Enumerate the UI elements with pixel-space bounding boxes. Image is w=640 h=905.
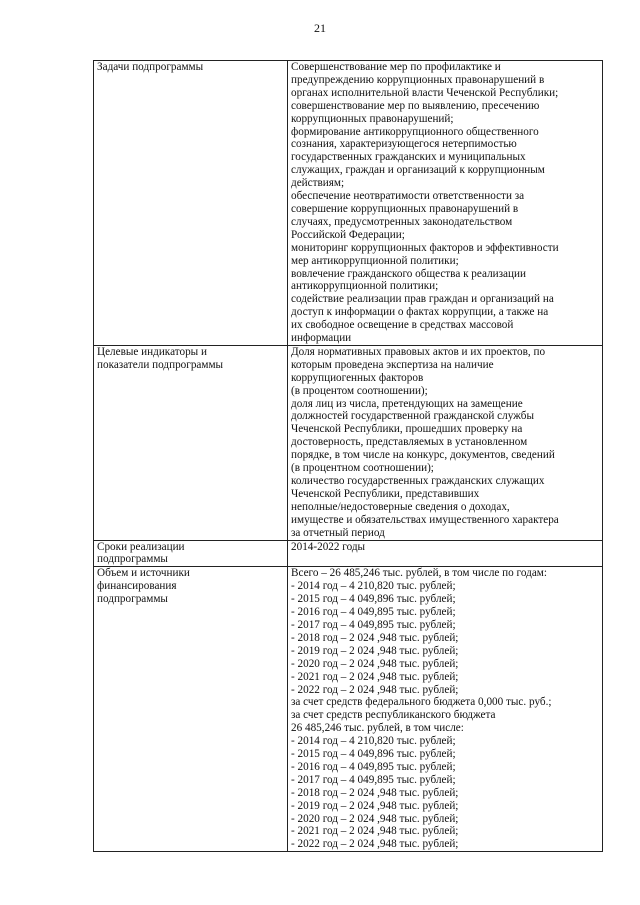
text-line: - 2022 год – 2 024 ,948 тыс. рублей;: [291, 683, 459, 696]
text-line: - 2021 год – 2 024 ,948 тыс. рублей;: [291, 670, 459, 683]
text-line: Чеченской Республики, представивших: [291, 487, 480, 500]
text-line: имуществе и обязательствах имущественного характера: [291, 513, 559, 526]
text-line: содействие реализации прав граждан и организаций на: [291, 293, 554, 306]
table-row-tasks: [94, 61, 603, 346]
text-line: вовлечение гражданского общества к реализации: [291, 267, 526, 280]
text-line: доступ к информации о фактах коррупции, а также на: [291, 306, 549, 319]
text-line: случаях, предусмотренных законодательством: [291, 215, 513, 228]
text-line: Доля нормативных правовых актов и их проектов, по: [291, 345, 546, 358]
text-line: - 2020 год – 2 024 ,948 тыс. рублей;: [291, 812, 459, 825]
text-line: коррупционных правонарушений;: [291, 112, 454, 125]
text-line: 26 485,246 тыс. рублей, в том числе:: [291, 722, 464, 735]
text-line: порядке, в том числе на конкурс, документов, сведений: [291, 449, 555, 462]
text-line: Целевые индикаторы и: [97, 345, 207, 358]
text-line: Объем и источники: [97, 567, 190, 580]
text-line: - 2018 год – 2 024 ,948 тыс. рублей;: [291, 786, 459, 799]
text-line: - 2014 год – 4 210,820 тыс. рублей;: [291, 580, 456, 593]
text-line: - 2016 год – 4 049,895 тыс. рублей;: [291, 760, 456, 773]
subprogram-passport-table: [93, 60, 603, 852]
text-line: - 2020 год – 2 024 ,948 тыс. рублей;: [291, 657, 459, 670]
label-cell: [94, 540, 288, 567]
table-row-funding: [94, 567, 603, 852]
text-line: служащих, граждан и организаций к коррупционным: [291, 164, 545, 177]
text-line: - 2015 год – 4 049,896 тыс. рублей;: [291, 593, 456, 606]
text-line: обеспечение неотвратимости ответственности за: [291, 190, 525, 203]
text-line: (в процентом соотношении);: [291, 384, 428, 397]
text-line: их свободное освещение в средствах массовой: [291, 319, 514, 332]
text-line: - 2019 год – 2 024 ,948 тыс. рублей;: [291, 644, 459, 657]
text-line: информации: [291, 332, 352, 345]
text-line: - 2014 год – 4 210,820 тыс. рублей;: [291, 735, 456, 748]
value-cell: [288, 61, 603, 346]
text-line: показатели подпрограммы: [97, 358, 224, 371]
text-line: Всего – 26 485,246 тыс. рублей, в том числе по годам:: [291, 567, 547, 580]
label-cell: [94, 345, 288, 540]
text-line: совершенствование мер по выявлению, пресечению: [291, 99, 540, 112]
text-line: которым проведена экспертиза на наличие: [291, 358, 494, 371]
text-line: (в процентном соотношении);: [291, 462, 434, 475]
text-line: - 2016 год – 4 049,895 тыс. рублей;: [291, 606, 456, 619]
text-line: мер антикоррупционной политики;: [291, 254, 459, 267]
table-body: [94, 61, 603, 852]
text-line: - 2022 год – 2 024 ,948 тыс. рублей;: [291, 838, 459, 851]
text-line: - 2018 год – 2 024 ,948 тыс. рублей;: [291, 631, 459, 644]
text-line: - 2019 год – 2 024 ,948 тыс. рублей;: [291, 799, 459, 812]
text-line: органах исполнительной власти Чеченской Республики;: [291, 86, 559, 99]
text-line: за отчетный период: [291, 526, 385, 539]
text-line: подпрограммы: [97, 553, 168, 566]
text-line: за счет средств федерального бюджета 0,000 тыс. руб.;: [291, 696, 552, 709]
text-line: - 2021 год – 2 024 ,948 тыс. рублей;: [291, 825, 459, 838]
text-line: мониторинг коррупционных факторов и эффективности: [291, 241, 559, 254]
text-line: Задачи подпрограммы: [97, 61, 204, 73]
text-line: совершение коррупционных правонарушений в: [291, 202, 519, 215]
text-line: действиям;: [291, 177, 345, 190]
label-cell: [94, 61, 288, 346]
text-line: финансирования: [97, 580, 177, 593]
table-row-indicators: [94, 345, 603, 540]
text-line: Чеченской Республики, прошедших проверку на: [291, 423, 523, 436]
text-line: Российской Федерации;: [291, 228, 405, 241]
text-line: подпрограммы: [97, 593, 168, 606]
text-line: достоверность, представляемых в установленном: [291, 436, 528, 449]
label-cell: [94, 567, 288, 852]
table-row-timeline: [94, 540, 603, 567]
value-cell: [288, 345, 603, 540]
text-line: антикоррупционной политики;: [291, 280, 439, 293]
text-line: Совершенствование мер по профилактике и: [291, 61, 501, 73]
text-line: - 2017 год – 4 049,895 тыс. рублей;: [291, 618, 456, 631]
value-cell: [288, 567, 603, 852]
text-line: - 2017 год – 4 049,895 тыс. рублей;: [291, 773, 456, 786]
text-line: сознания, характеризующегося нетерпимостью: [291, 138, 517, 151]
text-line: 2014-2022 годы: [291, 540, 366, 553]
text-line: формирование антикоррупционного общественного: [291, 125, 539, 138]
text-line: - 2015 год – 4 049,896 тыс. рублей;: [291, 748, 456, 761]
text-line: должностей государственной гражданской службы: [291, 410, 534, 423]
page-number: 21: [314, 21, 326, 35]
text-line: коррупциогенных факторов: [291, 371, 424, 384]
text-line: за счет средств республиканского бюджета: [291, 709, 496, 722]
text-line: количество государственных гражданских служащих: [291, 475, 545, 487]
text-line: предупреждению коррупционных правонарушений в: [291, 73, 545, 86]
text-line: государственных гражданских и муниципальных: [291, 151, 526, 164]
text-line: доля лиц из числа, претендующих на замещение: [291, 397, 523, 410]
value-cell: [288, 540, 603, 567]
text-line: Сроки реализации: [97, 540, 185, 553]
text-line: неполные/недостоверные сведения о доходах,: [291, 500, 510, 513]
